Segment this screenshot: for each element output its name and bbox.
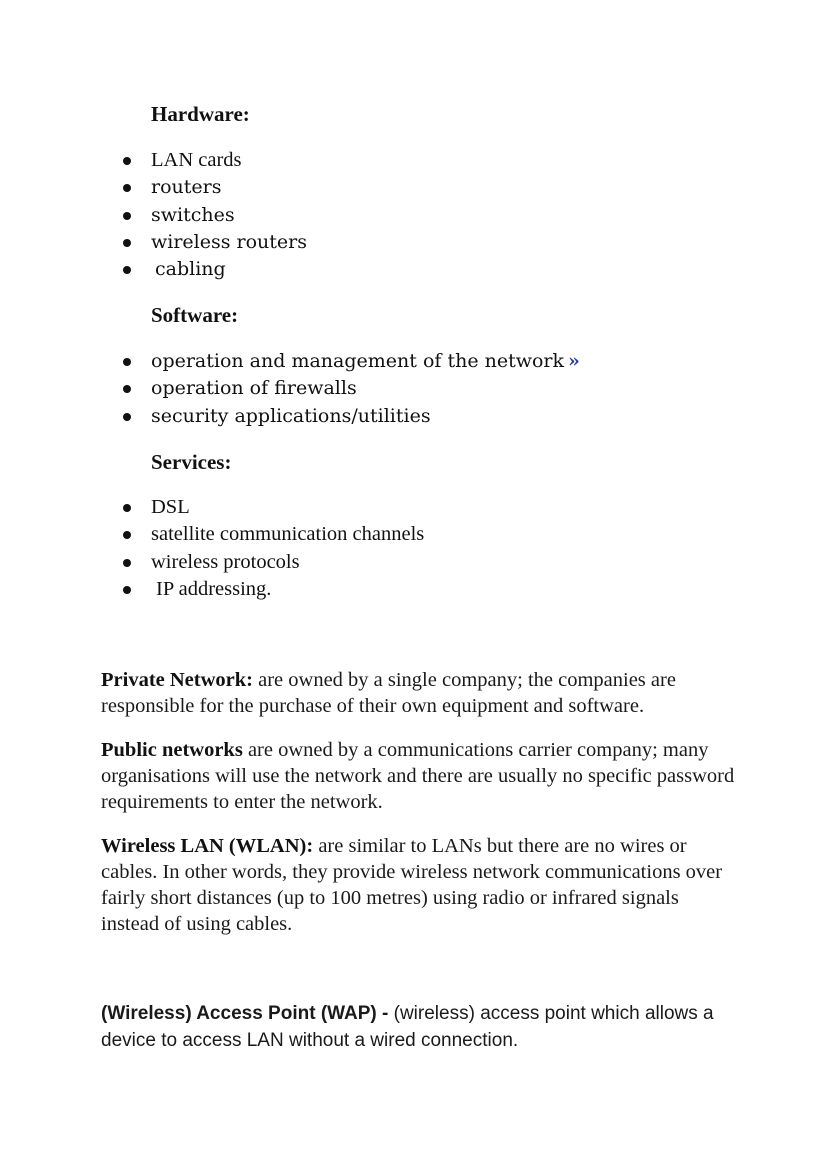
list-item: security applications/utilities (0, 403, 700, 430)
services-heading: Services: (151, 450, 232, 474)
bullet-icon (123, 212, 131, 220)
list-item: LAN cards (0, 147, 700, 174)
bullet-icon (123, 586, 131, 594)
bullet-icon (123, 559, 131, 567)
bullet-icon (123, 358, 131, 366)
double-chevron-right-icon: » (568, 350, 580, 372)
list-item: DSL (0, 494, 700, 521)
hardware-heading: Hardware: (151, 102, 250, 126)
list-item: satellite communication channels (0, 521, 700, 548)
list-item: cabling (0, 256, 700, 283)
bullet-icon (123, 184, 131, 192)
wlan-term: Wireless LAN (WLAN): (101, 835, 314, 857)
bullet-icon (123, 531, 131, 539)
private-network-paragraph (101, 667, 741, 719)
public-networks-text: are owned by a communications carrier company; many organisations will use the network and there are usually no specific password requirements to enter the network. (101, 739, 735, 813)
services-list (0, 494, 700, 603)
wap-paragraph (101, 1000, 741, 1054)
software-heading: Software: (151, 303, 239, 327)
list-item: operation of firewalls (0, 375, 700, 402)
list-item: operation and management of the network » (0, 348, 700, 375)
bullet-icon (123, 239, 131, 247)
wlan-paragraph (101, 833, 741, 937)
list-item: wireless routers (0, 229, 700, 256)
bullet-icon (123, 385, 131, 393)
hardware-list (0, 147, 700, 283)
bullet-icon (123, 157, 131, 165)
wap-text: (wireless) access point which allows a device to access LAN without a wired connection. (101, 1003, 714, 1051)
wlan-text: are similar to LANs but there are no wires or cables. In other words, they provide wireless network communications over fairly short distances (up to 100 metres) using radio or infrared signals instead of using cables. (101, 835, 723, 935)
private-network-term: Private Network: (101, 669, 253, 691)
private-network-text: are owned by a single company; the companies are responsible for the purchase of their own equipment and software. (101, 669, 676, 717)
bullet-icon (123, 266, 131, 274)
bullet-icon (123, 504, 131, 512)
public-networks-term: Public networks (101, 739, 243, 761)
list-item: IP addressing. (0, 576, 700, 603)
list-item: wireless protocols (0, 549, 700, 576)
wap-term: (Wireless) Access Point (WAP) - (101, 1003, 389, 1024)
bullet-icon (123, 413, 131, 421)
public-networks-paragraph (101, 737, 741, 815)
list-item: switches (0, 202, 700, 229)
software-list (0, 348, 700, 430)
list-item: routers (0, 174, 700, 201)
